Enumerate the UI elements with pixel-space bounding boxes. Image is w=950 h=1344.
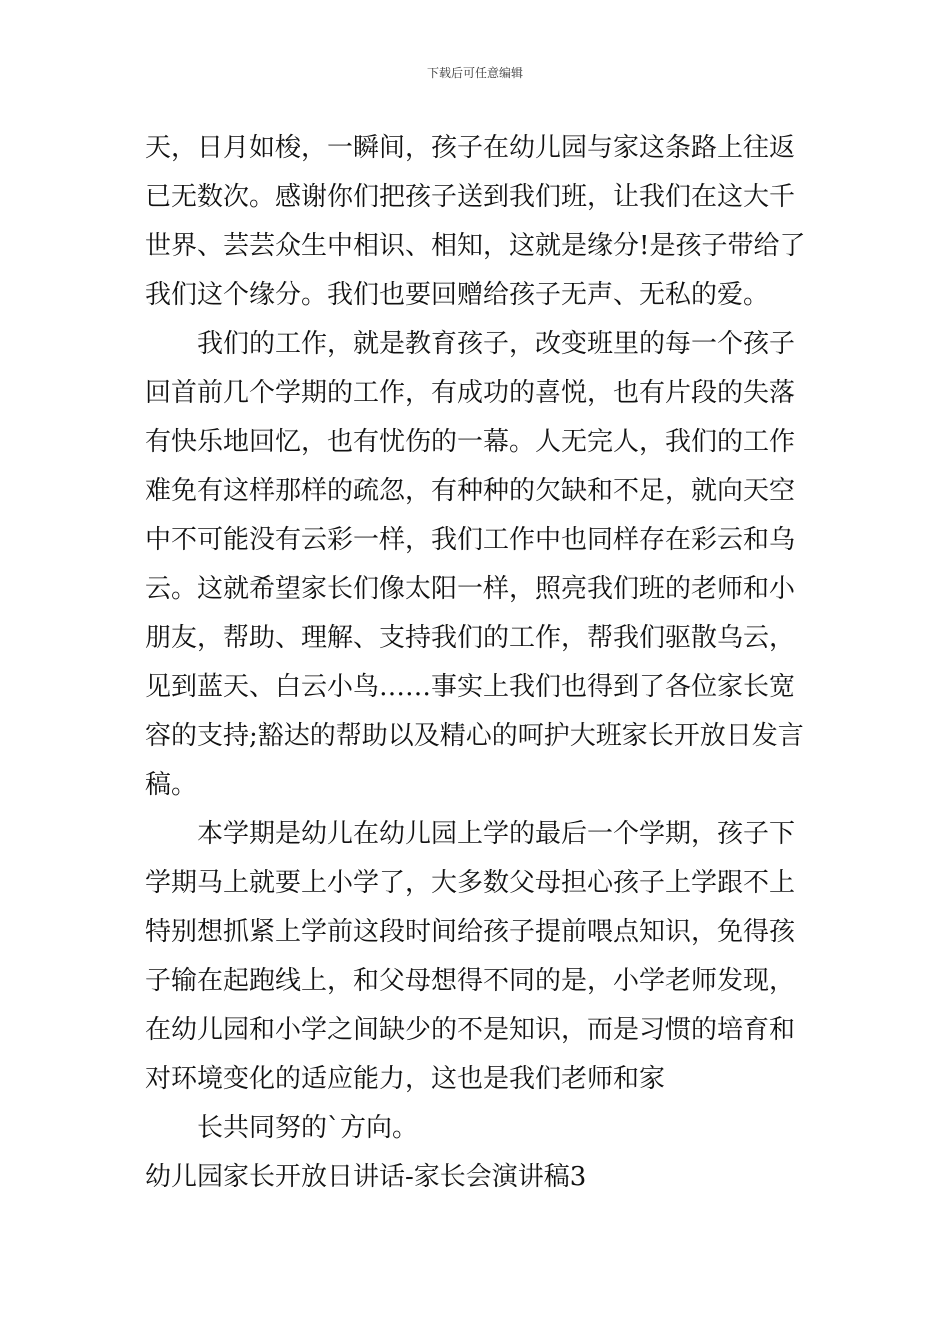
text-line: 朋友，帮助、理解、支持我们的工作，帮我们驱散乌云， — [145, 623, 796, 653]
text-line: 幼儿园家长开放日讲话-家长会演讲稿3 — [145, 1162, 587, 1192]
text-line: 难免有这样那样的疏忽，有种种的欠缺和不足，就向天空 — [145, 476, 796, 506]
text-line: 对环境变化的适应能力，这也是我们老师和家 — [145, 1064, 666, 1094]
text-line: 稿。 — [145, 770, 198, 800]
text-line: 本学期是幼儿在幼儿园上学的最后一个学期，孩子下 — [197, 819, 796, 849]
text-line: 子输在起跑线上，和父母想得不同的是，小学老师发现， — [145, 966, 796, 996]
text-line: 云。这就希望家长们像太阳一样，照亮我们班的老师和小 — [145, 574, 796, 604]
text-line: 世界、芸芸众生中相识、相知，这就是缘分!是孩子带给了 — [145, 231, 806, 261]
paragraph-2 — [145, 320, 810, 810]
text-line: 特别想抓紧上学前这段时间给孩子提前喂点知识，免得孩 — [145, 917, 796, 947]
text-line: 我们这个缘分。我们也要回赠给孩子无声、无私的爱。 — [145, 280, 770, 310]
text-line: 见到蓝天、白云小鸟……事实上我们也得到了各位家长宽 — [145, 672, 796, 702]
paragraph-4 — [145, 1104, 810, 1153]
document-body — [145, 124, 810, 1202]
section-title — [145, 1153, 810, 1202]
text-line: 天，日月如梭，一瞬间，孩子在幼儿园与家这条路上往返 — [145, 133, 796, 163]
paragraph-3 — [145, 810, 810, 1104]
text-line: 回首前几个学期的工作，有成功的喜悦，也有片段的失落 — [145, 378, 796, 408]
text-line: 有快乐地回忆，也有忧伤的一幕。人无完人，我们的工作 — [145, 427, 796, 457]
text-line: 长共同努的`方向。 — [197, 1113, 419, 1143]
text-line: 我们的工作，就是教育孩子，改变班里的每一个孩子 — [197, 329, 796, 359]
page-header: 下载后可任意编辑 — [426, 66, 523, 80]
text-line: 已无数次。感谢你们把孩子送到我们班，让我们在这大千 — [145, 182, 796, 212]
paragraph-1 — [145, 124, 810, 320]
text-line: 在幼儿园和小学之间缺少的不是知识，而是习惯的培育和 — [145, 1015, 796, 1045]
text-line: 容的支持;豁达的帮助以及精心的呵护大班家长开放日发言 — [145, 721, 804, 751]
text-line: 中不可能没有云彩一样，我们工作中也同样存在彩云和乌 — [145, 525, 796, 555]
text-line: 学期马上就要上小学了，大多数父母担心孩子上学跟不上 — [145, 868, 796, 898]
